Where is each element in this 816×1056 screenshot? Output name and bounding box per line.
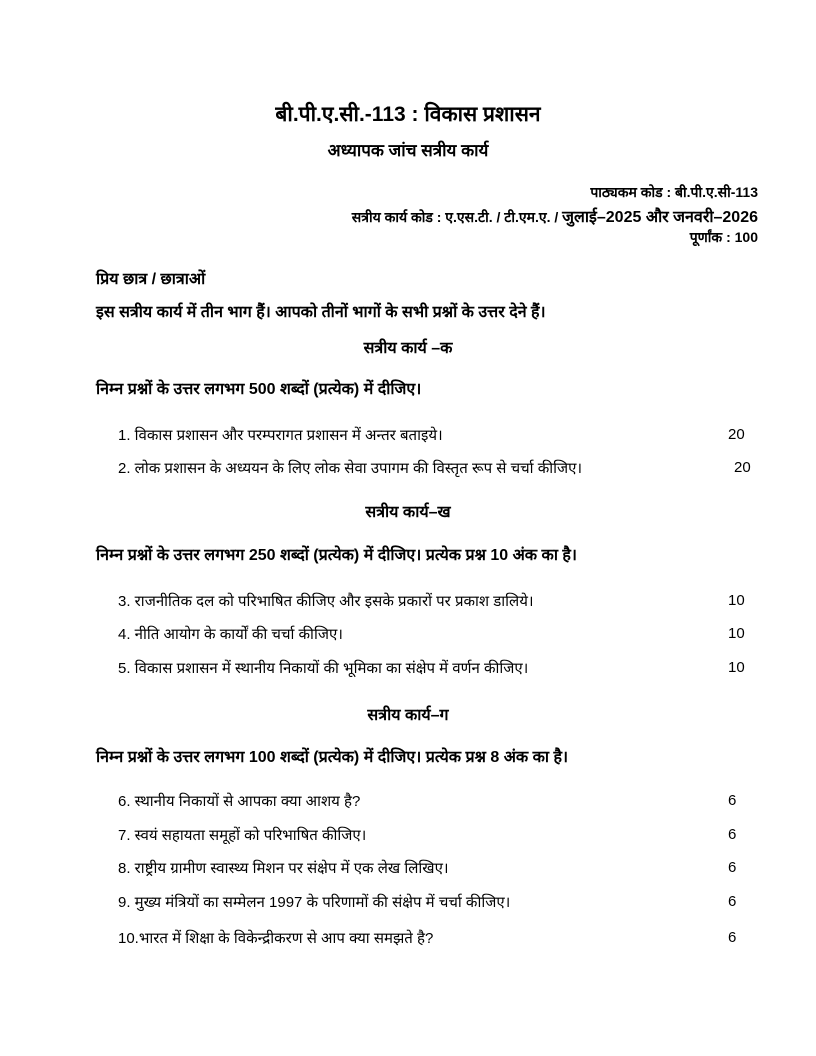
question-7-marks: 6 — [728, 826, 737, 843]
section-heading-b: सत्रीय कार्य–ख — [365, 504, 451, 521]
section-instruction-c: निम्न प्रश्नों के उत्तर लगभग 100 शब्दों (प्रत्येक) में दीजिए। प्रत्येक प्रश्न 8 अंक का है। — [96, 749, 569, 766]
section-instruction-a: निम्न प्रश्नों के उत्तर लगभग 500 शब्दों (प्रत्येक) में दीजिए। — [96, 381, 422, 398]
question-9: 9. मुख्य मंत्रियों का सम्मेलन 1997 के परिणामों की संक्षेप में चर्चा कीजिए। — [118, 894, 511, 911]
question-10: 10.भारत में शिक्षा के विकेन्द्रीकरण से आप क्या समझते है? — [118, 930, 434, 947]
document-subtitle: अध्यापक जांच सत्रीय कार्य — [327, 141, 489, 160]
question-6-marks: 6 — [728, 792, 737, 809]
question-3: 3. राजनीतिक दल को परिभाषित कीजिए और इसके प्रकारों पर प्रकाश डालिये। — [118, 593, 534, 610]
session: जुलाई–2025 और जनवरी–2026 — [562, 209, 758, 226]
section-heading-a: सत्रीय कार्य –क — [363, 340, 453, 357]
assignment-code-line — [352, 205, 758, 227]
question-6: 6. स्थानीय निकायों से आपका क्या आशय है? — [118, 793, 361, 810]
section-heading-c: सत्रीय कार्य–ग — [367, 707, 449, 724]
question-3-marks: 10 — [728, 592, 745, 609]
question-4-marks: 10 — [728, 625, 745, 642]
max-marks: पूर्णांक : 100 — [689, 229, 758, 245]
course-code: पाठ्यकम कोड : बी.पी.ए.सी-113 — [590, 184, 758, 200]
question-1-marks: 20 — [728, 426, 745, 443]
question-8: 8. राष्ट्रीय ग्रामीण स्वास्थ्य मिशन पर संक्षेप में एक लेख लिखिए। — [118, 860, 449, 877]
question-5: 5. विकास प्रशासन में स्थानीय निकायों की भूमिका का संक्षेप में वर्णन कीजिए। — [118, 660, 529, 677]
intro-text: इस सत्रीय कार्य में तीन भाग हैं। आपको तीनों भागों के सभी प्रश्नों के उत्तर देने हैं। — [96, 304, 546, 321]
assignment-code: सत्रीय कार्य कोड : ए.एस.टी. / टी.एम.ए. / — [351, 209, 563, 225]
question-9-marks: 6 — [728, 893, 737, 910]
question-4: 4. नीति आयोग के कार्यों की चर्चा कीजिए। — [118, 626, 343, 643]
question-10-marks: 6 — [728, 929, 737, 946]
document-title: बी.पी.ए.सी.-113 : विकास प्रशासन — [275, 103, 541, 126]
section-instruction-b: निम्न प्रश्नों के उत्तर लगभग 250 शब्दों (प्रत्येक) में दीजिए। प्रत्येक प्रश्न 10 अंक का है। — [96, 547, 577, 564]
question-2-marks: 20 — [734, 459, 751, 476]
salutation: प्रिय छात्र / छात्राओं — [96, 271, 206, 288]
question-5-marks: 10 — [728, 659, 745, 676]
question-7: 7. स्वयं सहायता समूहों को परिभाषित कीजिए। — [118, 827, 367, 844]
question-8-marks: 6 — [728, 859, 737, 876]
question-2: 2. लोक प्रशासन के अध्ययन के लिए लोक सेवा उपागम की विस्तृत रूप से चर्चा कीजिए। — [118, 460, 583, 477]
question-1: 1. विकास प्रशासन और परम्परागत प्रशासन में अन्तर बताइये। — [118, 427, 443, 444]
